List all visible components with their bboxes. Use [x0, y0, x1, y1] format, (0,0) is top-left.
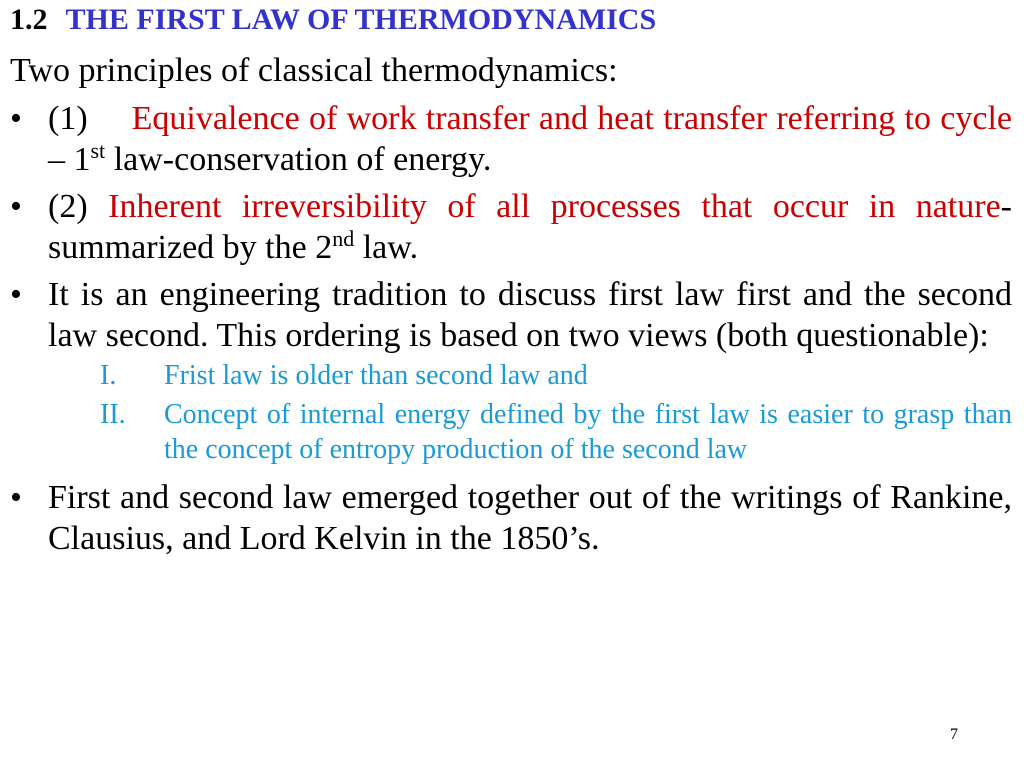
page-number: 7 [950, 726, 958, 743]
roman-numeral: I. [100, 360, 117, 391]
bullet-icon: • [10, 100, 22, 137]
title-text: THE FIRST LAW OF THERMODYNAMICS [65, 3, 657, 36]
section-number: 1.2 [10, 3, 48, 36]
bullet-highlight: Inherent irreversibility of all processes that occur in nature [108, 188, 1001, 225]
bullet-item-1 [10, 98, 1012, 180]
bullet-icon: • [10, 188, 22, 225]
sub-item-2 [10, 397, 1012, 467]
bullet-item-2 [10, 186, 1012, 268]
ordinal-suffix: st [90, 138, 106, 163]
sub-item-1 [10, 358, 1012, 393]
bullet-icon: • [10, 479, 22, 516]
bullet-text: law-conservation of energy. [105, 141, 492, 178]
bullet-prefix: (2) [48, 188, 109, 225]
bullet-item-3 [10, 274, 1012, 356]
bullet-text: – 1 [48, 141, 91, 178]
bullet-prefix: (1) [48, 100, 88, 137]
bullet-text: - summarized by the 2 [48, 188, 1012, 266]
bullet-list [10, 98, 1012, 565]
sub-list [10, 358, 1012, 467]
ordinal-suffix: nd [332, 226, 355, 251]
bullet-icon: • [10, 276, 22, 313]
intro-text: Two principles of classical thermodynamics: [10, 52, 618, 89]
sub-list-container [10, 358, 1012, 467]
sub-item-text: Frist law is older than second law and [164, 360, 588, 391]
slide-title [10, 2, 656, 38]
bullet-text: First and second law emerged together out of the writings of Rankine, Clausius, and Lord Kelvin in the 1850’s. [48, 479, 1012, 557]
bullet-highlight: Equivalence of work transfer and heat transfer referring to cycle [131, 100, 1012, 137]
bullet-item-4 [10, 477, 1012, 559]
roman-numeral: II. [100, 399, 126, 430]
bullet-text: law. [354, 229, 419, 266]
sub-item-text: Concept of internal energy defined by the first law is easier to grasp than the concept of entropy production of the second law [164, 399, 1012, 465]
bullet-text: It is an engineering tradition to discuss first law first and the second law second. This ordering is based on two views (both questionable): [48, 276, 1012, 354]
